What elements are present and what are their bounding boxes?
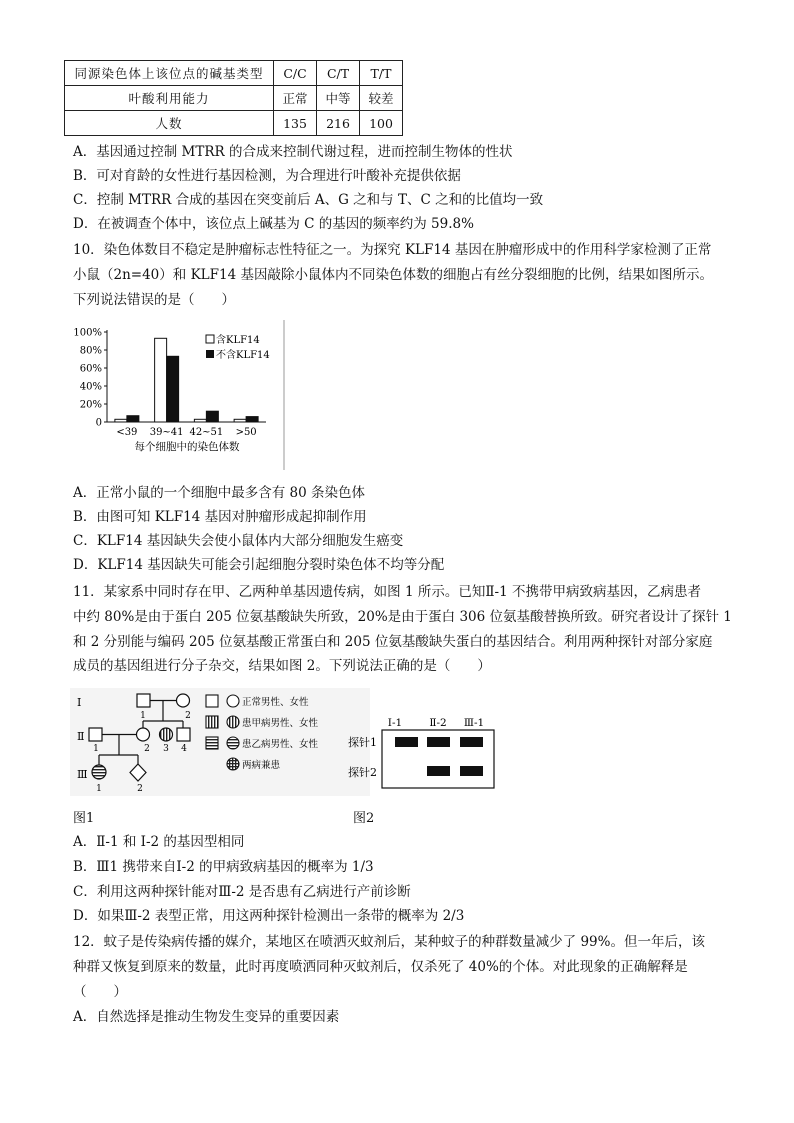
q12-stem-line: 12．蚊子是传染病传播的媒介，某地区在喷洒灭蚊剂后，某种蚊子的种群数量减少了 99%。但一年后，该 xyxy=(73,934,705,950)
y-tick-group xyxy=(73,328,107,429)
q11-option-c: C．利用这两种探针能对Ⅲ-2 是否患有乙病进行产前诊断 xyxy=(73,884,411,900)
q12-stem-line: 种群又恢复到原来的数量，此时再度喷洒同种灭蚊剂后，仅杀死了 40%的个体。对此现象的正确解释是 xyxy=(73,959,688,975)
legend-label: 两病兼患 xyxy=(242,760,281,771)
y-tick-label: 100% xyxy=(73,327,102,339)
x-tick-label: 39~41 xyxy=(149,427,184,438)
legend-normal-female xyxy=(227,695,239,707)
q11-stem-line: 和 2 分别能与编码 205 位氨基酸正常蛋白和 205 位氨基酸缺失蛋白的基因结合。利用两种探针对部分家庭 xyxy=(73,634,713,650)
generation-label: Ⅰ xyxy=(77,696,82,709)
q10-option-a: A．正常小鼠的一个细胞中最多含有 80 条染色体 xyxy=(73,485,366,501)
q11-stem-line: 11．某家系中同时存在甲、乙两种单基因遗传病，如图 1 所示。已知Ⅱ-1 不携带甲病致病基因，乙病患者 xyxy=(73,584,701,600)
bar-without-klf14 xyxy=(246,417,258,422)
legend-normal-male xyxy=(206,695,218,707)
pedigree-II-3-female-disease-a xyxy=(160,728,173,741)
genotype-table xyxy=(64,60,403,136)
probe-column-label: Ⅰ-1 xyxy=(387,717,403,729)
pedigree-number: 2 xyxy=(185,711,191,721)
q10-stem-line: 10．染色体数目不稳定是肿瘤标志性特征之一。为探究 KLF14 基因在肿瘤形成中的作用科学家检测了正常 xyxy=(73,242,712,258)
legend-label: 患甲病男性、女性 xyxy=(242,718,319,729)
q10-option-c: C．KLF14 基因缺失会使小鼠体内大部分细胞发生癌变 xyxy=(73,533,404,549)
legend-disease-b-female xyxy=(227,737,239,749)
table-row xyxy=(65,86,403,111)
band-probe2-III-1 xyxy=(460,766,483,776)
figure-1-caption: 图1 xyxy=(73,811,95,826)
generation-label: Ⅲ xyxy=(77,768,88,781)
q11-option-b: B．Ⅲ1 携带来自Ⅰ-2 的甲病致病基因的概率为 1/3 xyxy=(73,859,374,875)
legend xyxy=(206,333,270,361)
q11-stem-line: 中约 80%是由于蛋白 205 位氨基酸缺失所致，20%是由于蛋白 306 位氨基酸替换所致。研究者设计了探针 1 xyxy=(73,609,732,625)
pedigree-I-2-female-normal xyxy=(177,694,190,707)
legend-swatch-with-klf14 xyxy=(206,335,214,343)
generation-label: Ⅱ xyxy=(77,730,85,743)
bar-with-klf14 xyxy=(234,419,246,422)
table-cell: 216 xyxy=(317,111,360,136)
probe-row-label: 探针2 xyxy=(348,766,377,779)
y-tick-label: 0 xyxy=(95,417,102,429)
q11-option-a: A．Ⅱ-1 和 I-2 的基因型相同 xyxy=(73,834,245,850)
pedigree-II-2-female-normal xyxy=(137,728,150,741)
x-tick-group xyxy=(116,427,256,438)
table-cell: C/T xyxy=(317,61,360,86)
legend-disease-a-female xyxy=(227,716,239,728)
q11-stem-line: 成员的基因组进行分子杂交，结果如图 2。下列说法正确的是（ ） xyxy=(73,658,491,674)
bar-without-klf14 xyxy=(127,416,139,422)
table-cell: 中等 xyxy=(317,86,360,111)
bar-with-klf14 xyxy=(194,419,206,422)
legend-swatch-without-klf14 xyxy=(206,350,214,358)
table-cell: 135 xyxy=(274,111,317,136)
figure-background xyxy=(70,688,370,796)
probe-column-label: Ⅱ-2 xyxy=(429,717,447,729)
y-tick-label: 20% xyxy=(79,399,102,411)
x-tick-label: <39 xyxy=(116,427,138,438)
chromosome-bar-chart xyxy=(66,318,291,473)
y-tick-label: 80% xyxy=(79,345,102,357)
table-cell: C/C xyxy=(274,61,317,86)
pedigree-number: 1 xyxy=(96,784,102,794)
pedigree-III-1-female-disease-b xyxy=(92,765,106,779)
probe-hybridization-figure xyxy=(342,712,498,792)
x-tick-label: >50 xyxy=(235,427,257,438)
table-row xyxy=(65,61,403,86)
table-cell: 正常 xyxy=(274,86,317,111)
pedigree-II-1-male-normal xyxy=(89,728,102,741)
q9-option-b: B．可对育龄的女性进行基因检测，为合理进行叶酸补充提供依据 xyxy=(73,168,461,184)
bar-without-klf14 xyxy=(167,356,179,422)
pedigree-number: 3 xyxy=(163,744,169,754)
q11-option-d: D．如果Ⅲ-2 表型正常，用这两种探针检测出一条带的概率为 2/3 xyxy=(73,908,465,924)
legend-disease-b-male xyxy=(206,737,218,749)
table-cell: T/T xyxy=(360,61,403,86)
q10-stem-line: 下列说法错误的是（ ） xyxy=(73,292,235,308)
pedigree-number: 2 xyxy=(137,784,143,794)
q10-option-d: D．KLF14 基因缺失可能会引起细胞分裂时染色体不均等分配 xyxy=(73,557,445,573)
legend-label: 不含KLF14 xyxy=(216,350,270,361)
table-cell: 同源染色体上该位点的碱基类型 xyxy=(65,61,274,86)
pedigree-number: 1 xyxy=(140,711,146,721)
legend-label: 正常男性、女性 xyxy=(242,697,309,708)
q10-option-b: B．由图可知 KLF14 基因对肿瘤形成起抑制作用 xyxy=(73,509,367,525)
probe-column-label: Ⅲ-1 xyxy=(463,717,485,729)
legend-label: 含KLF14 xyxy=(216,335,260,346)
q12-stem-line: （ ） xyxy=(73,984,127,1000)
q9-option-a: A．基因通过控制 MTRR 的合成来控制代谢过程，进而控制生物体的性状 xyxy=(73,144,513,160)
legend-both-diseases xyxy=(227,758,239,770)
q12-option-a: A．自然选择是推动生物发生变异的重要因素 xyxy=(73,1009,340,1025)
band-probe1-III-1 xyxy=(460,737,483,747)
table-row xyxy=(65,111,403,136)
table-cell: 较差 xyxy=(360,86,403,111)
pedigree-I-1-male-normal xyxy=(137,694,150,707)
table-cell: 人数 xyxy=(65,111,274,136)
pedigree-II-4-male-normal xyxy=(177,728,190,741)
table-cell: 叶酸利用能力 xyxy=(65,86,274,111)
legend-disease-a-male xyxy=(206,716,218,728)
q10-stem-line: 小鼠（2n=40）和 KLF14 基因敲除小鼠体内不同染色体数的细胞占有丝分裂细胞的比例，结果如图所示。 xyxy=(73,267,713,283)
band-probe1-II-2 xyxy=(427,737,450,747)
q9-option-d: D．在被调查个体中，该位点上碱基为 C 的基因的频率约为 59.8% xyxy=(73,216,474,232)
x-axis-label: 每个细胞中的染色体数 xyxy=(134,441,240,453)
y-tick-label: 60% xyxy=(79,363,102,375)
figure-2-caption: 图2 xyxy=(353,811,375,826)
legend-label: 患乙病男性、女性 xyxy=(242,739,319,750)
bar-with-klf14 xyxy=(115,419,127,422)
band-probe2-II-2 xyxy=(427,766,450,776)
q9-option-c: C．控制 MTRR 合成的基因在突变前后 A、G 之和与 T、C 之和的比值均一致 xyxy=(73,192,544,208)
probe-row-label: 探针1 xyxy=(348,736,377,749)
pedigree-figure xyxy=(70,688,370,796)
pedigree-number: 4 xyxy=(181,744,187,754)
pedigree-number: 2 xyxy=(144,744,150,754)
bar-with-klf14 xyxy=(155,338,167,422)
table-cell: 100 xyxy=(360,111,403,136)
pedigree-number: 1 xyxy=(93,744,99,754)
y-tick-label: 40% xyxy=(79,381,102,393)
x-tick-label: 42~51 xyxy=(189,427,224,438)
band-probe1-I-1 xyxy=(395,737,418,747)
bar-without-klf14 xyxy=(206,411,218,422)
